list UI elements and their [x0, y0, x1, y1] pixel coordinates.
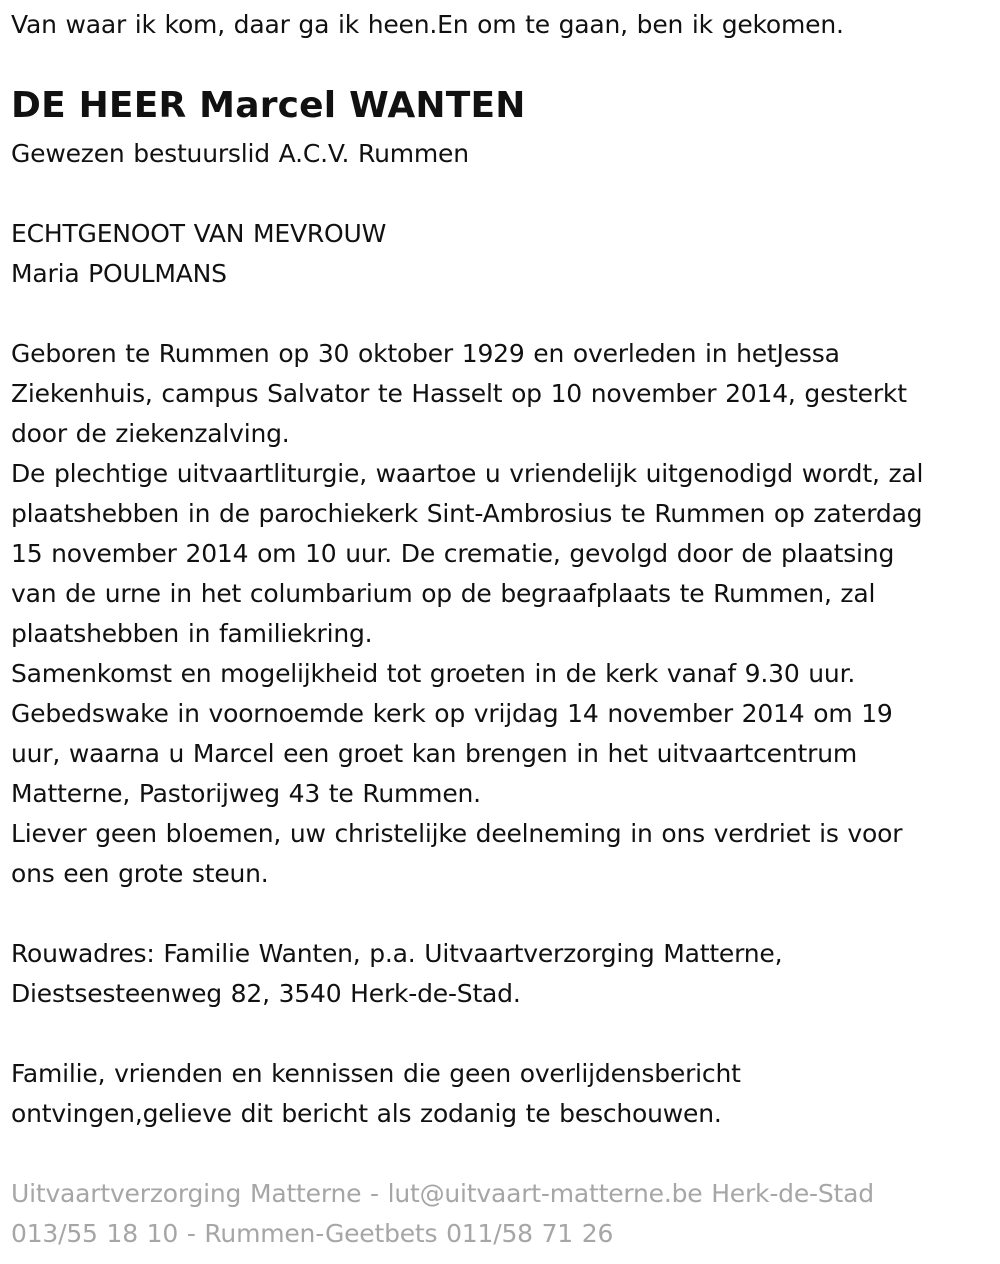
body-line: 15 november 2014 om 10 uur. De crematie, gevolgd door de plaatsing [11, 539, 895, 568]
body-line: uur, waarna u Marcel een groet kan brengen in het uitvaartcentrum [11, 739, 857, 768]
deceased-subtitle: Gewezen bestuurslid A.C.V. Rummen [11, 139, 469, 168]
body-line: Samenkomst en mogelijkheid tot groeten in de kerk vanaf 9.30 uur. [11, 659, 856, 688]
body-line: Geboren te Rummen op 30 oktober 1929 en overleden in hetJessa [11, 339, 840, 368]
address-line: Diestsesteenweg 82, 3540 Herk-de-Stad. [11, 979, 521, 1008]
closing-line: ontvingen,gelieve dit bericht als zodanig te beschouwen. [11, 1099, 722, 1128]
body-line: De plechtige uitvaartliturgie, waartoe u vriendelijk uitgenodigd wordt, zal [11, 459, 924, 488]
closing-line: Familie, vrienden en kennissen die geen overlijdensbericht [11, 1059, 741, 1088]
motto-quote: Van waar ik kom, daar ga ik heen.En om te gaan, ben ik gekomen. [11, 10, 844, 39]
body-line: Liever geen bloemen, uw christelijke deelneming in ons verdriet is voor [11, 819, 903, 848]
body-line: Gebedswake in voornoemde kerk op vrijdag 14 november 2014 om 19 [11, 699, 893, 728]
spouse-heading: ECHTGENOOT VAN MEVROUW [11, 219, 387, 248]
body-line: plaatshebben in familiekring. [11, 619, 373, 648]
body-line: van de urne in het columbarium op de begraafplaats te Rummen, zal [11, 579, 876, 608]
spouse-name: Maria POULMANS [11, 259, 227, 288]
closing-note [11, 1054, 741, 1134]
body-line: Ziekenhuis, campus Salvator te Hasselt op 10 november 2014, gesterkt [11, 379, 907, 408]
funeral-home-footer [11, 1174, 874, 1254]
address-line: Rouwadres: Familie Wanten, p.a. Uitvaartverzorging Matterne, [11, 939, 783, 968]
body-line: Matterne, Pastorijweg 43 te Rummen. [11, 779, 481, 808]
mourning-address [11, 934, 782, 1014]
body-line: plaatshebben in de parochiekerk Sint-Ambrosius te Rummen op zaterdag [11, 499, 923, 528]
footer-line: 013/55 18 10 - Rummen-Geetbets 011/58 71 26 [11, 1219, 614, 1248]
notice-body [11, 334, 923, 894]
body-line: ons een grote steun. [11, 859, 269, 888]
body-line: door de ziekenzalving. [11, 419, 290, 448]
footer-line: Uitvaartverzorging Matterne - lut@uitvaart-matterne.be Herk-de-Stad [11, 1179, 874, 1208]
deceased-name: DE HEER Marcel WANTEN [11, 85, 526, 126]
